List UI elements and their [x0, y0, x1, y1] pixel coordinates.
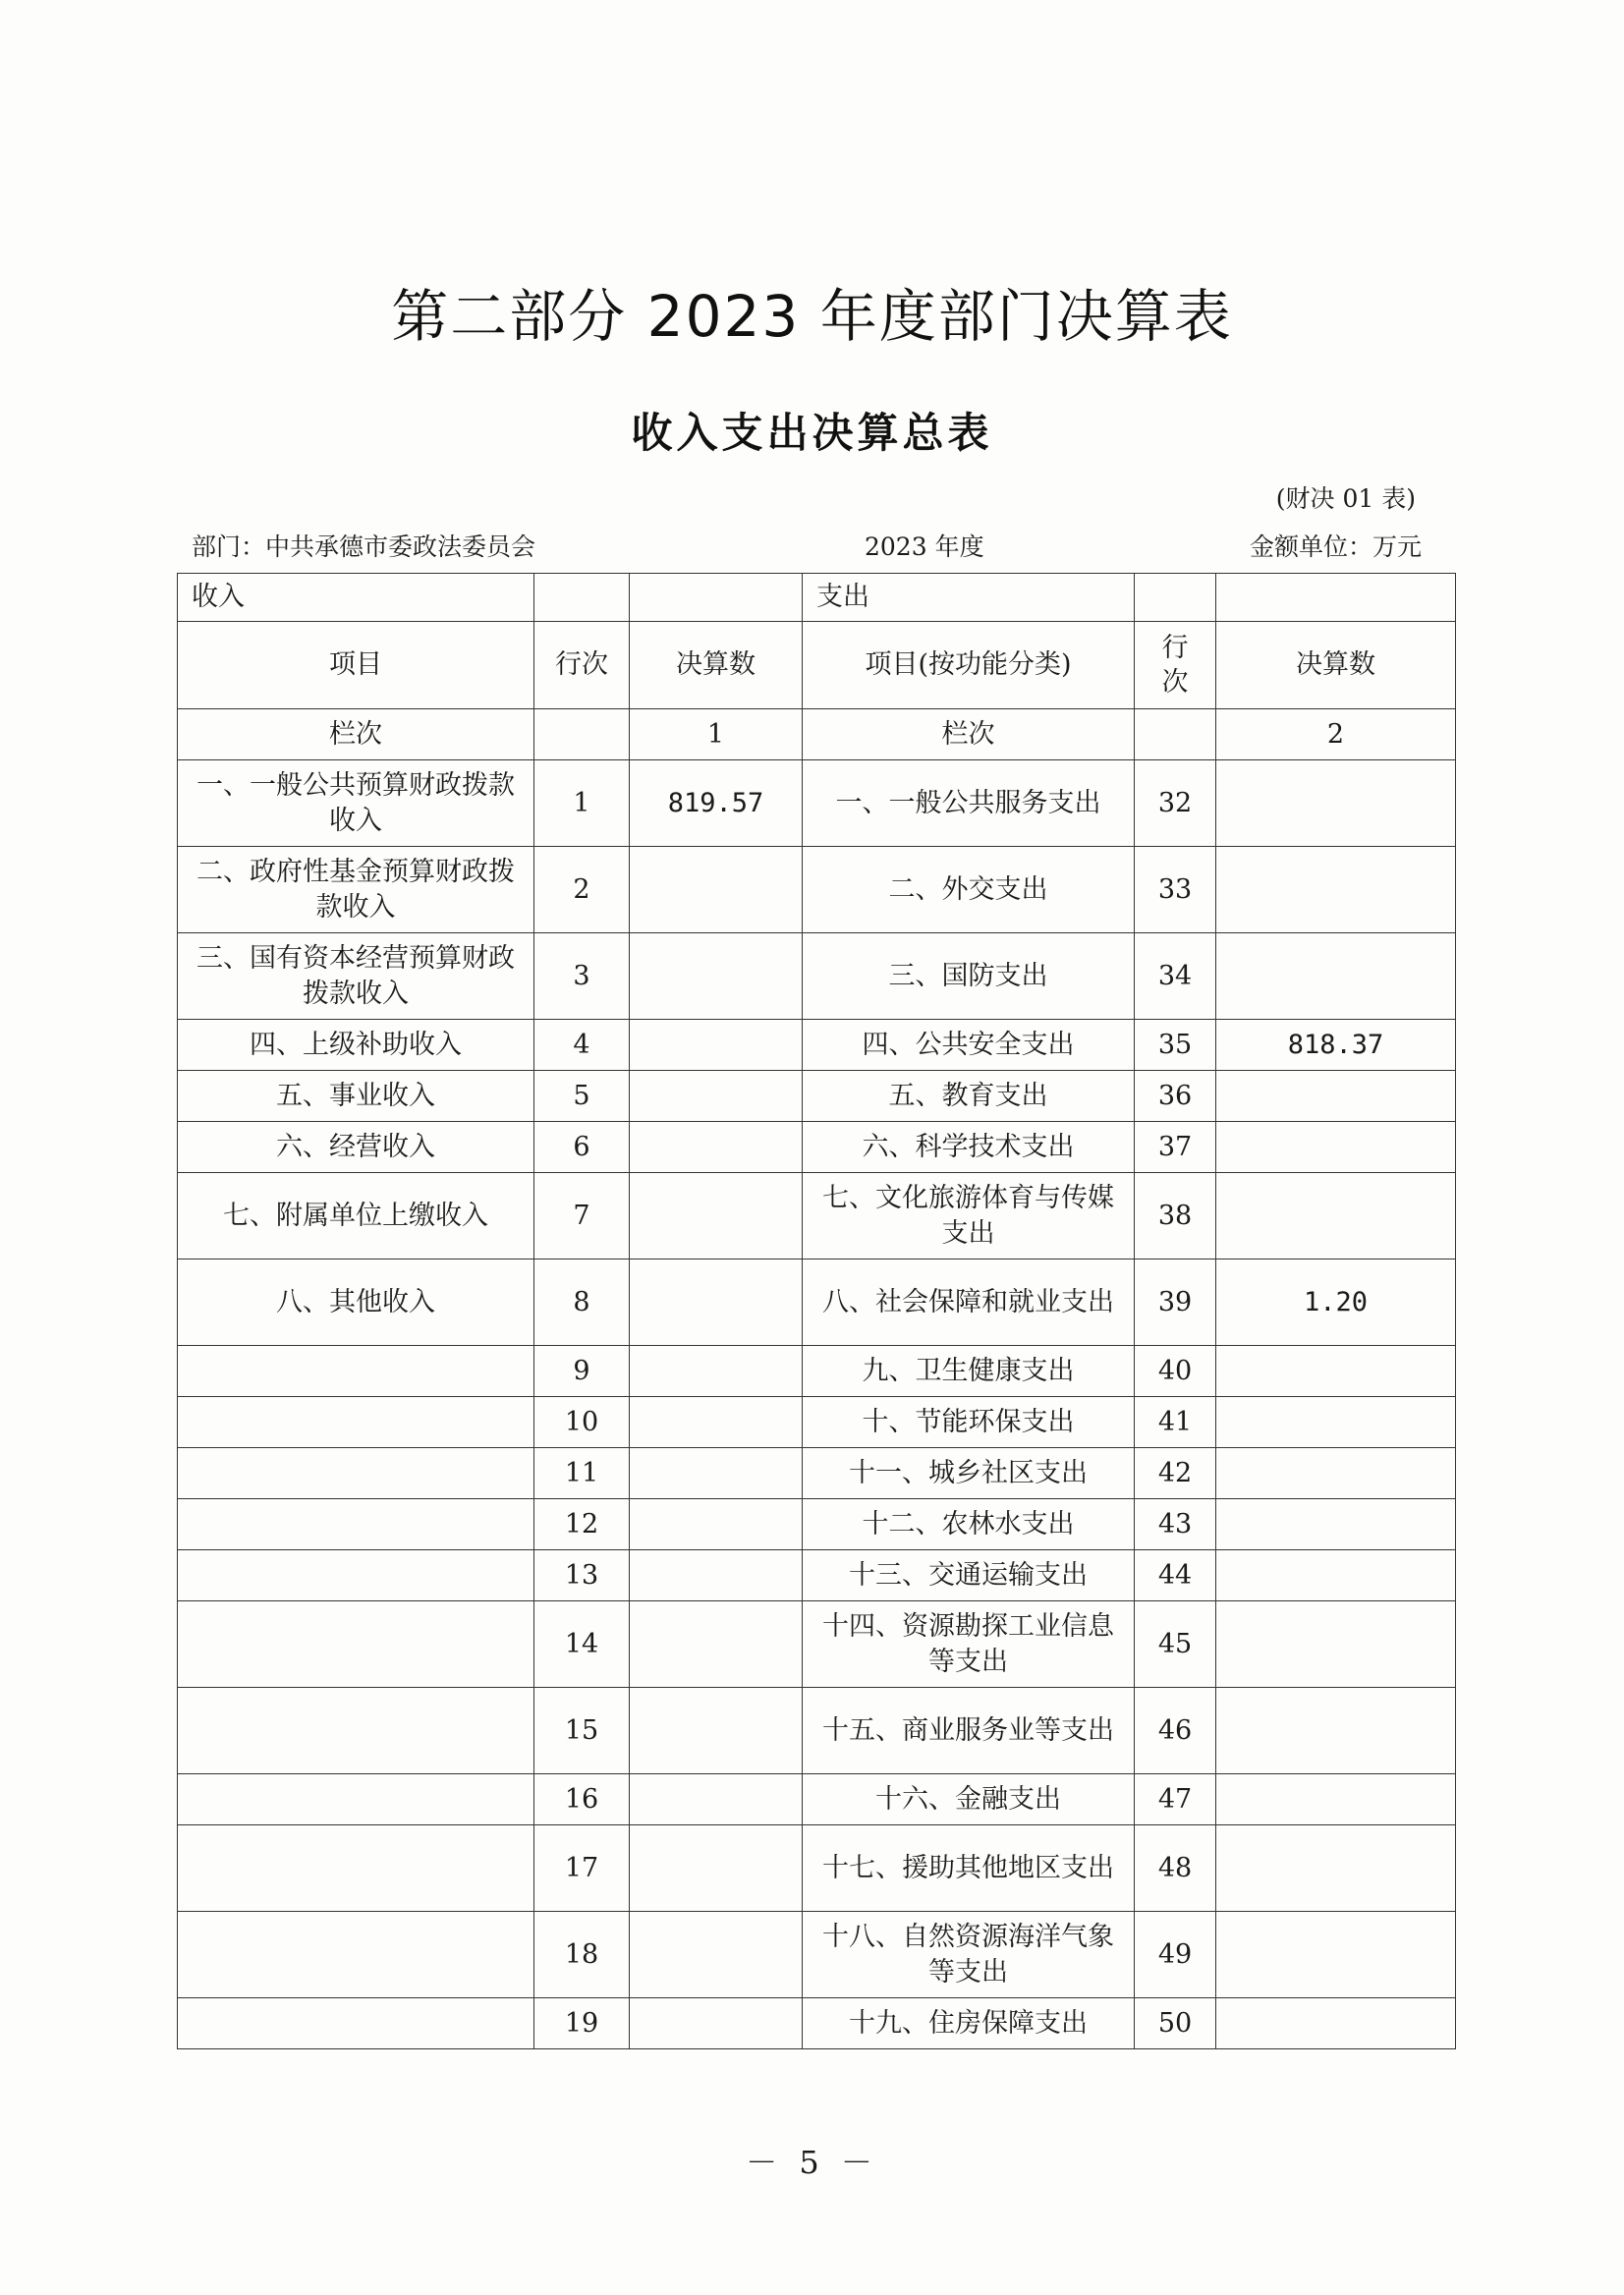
table-row	[178, 933, 1456, 1020]
expenditure-item-cell: 十六、金融支出	[803, 1774, 1135, 1825]
expenditure-item-cell: 四、公共安全支出	[803, 1020, 1135, 1071]
expenditure-item-cell: 五、教育支出	[803, 1071, 1135, 1122]
header-row-no: 行次	[534, 622, 630, 709]
expenditure-amount-cell	[1216, 1601, 1456, 1688]
expenditure-row-no-cell: 42	[1135, 1448, 1216, 1499]
income-amount-cell	[630, 1774, 803, 1825]
expenditure-amount-cell	[1216, 1122, 1456, 1173]
expenditure-row-no-cell: 48	[1135, 1825, 1216, 1912]
income-row-no-cell: 17	[534, 1825, 630, 1912]
table-row	[178, 1998, 1456, 2049]
expenditure-amount-cell	[1216, 1825, 1456, 1912]
expenditure-amount-cell	[1216, 1688, 1456, 1774]
income-item-cell	[178, 1688, 534, 1774]
expenditure-item-cell: 三、国防支出	[803, 933, 1135, 1020]
column-header-row	[178, 622, 1456, 709]
expenditure-row-no-cell: 38	[1135, 1173, 1216, 1259]
income-row-no-cell: 9	[534, 1346, 630, 1397]
expenditure-amount-cell	[1216, 1346, 1456, 1397]
income-amount-cell	[630, 1550, 803, 1601]
table-row	[178, 760, 1456, 847]
empty-cell	[1135, 574, 1216, 622]
table-row	[178, 1071, 1456, 1122]
income-amount-cell: 819.57	[630, 760, 803, 847]
header-exp-item: 项目(按功能分类)	[803, 622, 1135, 709]
expenditure-amount-cell	[1216, 1173, 1456, 1259]
expenditure-row-no-cell: 43	[1135, 1499, 1216, 1550]
expenditure-item-cell: 十四、资源勘探工业信息等支出	[803, 1601, 1135, 1688]
income-row-no-cell: 11	[534, 1448, 630, 1499]
income-amount-cell	[630, 1020, 803, 1071]
income-amount-cell	[630, 1173, 803, 1259]
income-item-cell	[178, 1912, 534, 1998]
expenditure-row-no-cell: 46	[1135, 1688, 1216, 1774]
income-item-cell	[178, 1998, 534, 2049]
income-item-cell: 七、附属单位上缴收入	[178, 1173, 534, 1259]
table-row	[178, 1346, 1456, 1397]
table-row	[178, 1499, 1456, 1550]
income-item-cell	[178, 1774, 534, 1825]
income-amount-cell	[630, 1448, 803, 1499]
expenditure-row-no-cell: 45	[1135, 1601, 1216, 1688]
department-label: 部门：中共承德市委政法委员会	[192, 532, 536, 561]
column-number-row	[178, 709, 1456, 760]
expenditure-section-label: 支出	[803, 574, 1135, 622]
income-row-no-cell: 7	[534, 1173, 630, 1259]
section-header-row	[178, 574, 1456, 622]
expenditure-row-no-cell: 32	[1135, 760, 1216, 847]
income-amount-cell	[630, 1601, 803, 1688]
header-exp-row-no: 行次	[1135, 622, 1216, 709]
expenditure-item-cell: 九、卫生健康支出	[803, 1346, 1135, 1397]
expenditure-row-no-cell: 34	[1135, 933, 1216, 1020]
expenditure-item-cell: 十九、住房保障支出	[803, 1998, 1135, 2049]
income-row-no-cell: 13	[534, 1550, 630, 1601]
income-item-cell	[178, 1448, 534, 1499]
expenditure-row-no-cell: 39	[1135, 1259, 1216, 1346]
expenditure-item-cell: 十二、农林水支出	[803, 1499, 1135, 1550]
income-row-no-cell: 2	[534, 847, 630, 933]
table-row	[178, 1173, 1456, 1259]
column-number-1: 1	[630, 709, 803, 760]
column-label-left: 栏次	[178, 709, 534, 760]
header-amount: 决算数	[630, 622, 803, 709]
income-item-cell: 一、一般公共预算财政拨款收入	[178, 760, 534, 847]
expenditure-row-no-cell: 35	[1135, 1020, 1216, 1071]
income-section-label: 收入	[178, 574, 534, 622]
income-row-no-cell: 8	[534, 1259, 630, 1346]
table-row	[178, 1825, 1456, 1912]
expenditure-row-no-cell: 36	[1135, 1071, 1216, 1122]
expenditure-item-cell: 七、文化旅游体育与传媒支出	[803, 1173, 1135, 1259]
expenditure-amount-cell	[1216, 1912, 1456, 1998]
empty-cell	[1216, 574, 1456, 622]
form-code: (财决 01 表)	[1275, 484, 1416, 513]
expenditure-item-cell: 十、节能环保支出	[803, 1397, 1135, 1448]
income-item-cell	[178, 1346, 534, 1397]
table-row	[178, 1259, 1456, 1346]
income-amount-cell	[630, 1499, 803, 1550]
income-row-no-cell: 1	[534, 760, 630, 847]
table-row	[178, 1020, 1456, 1071]
expenditure-amount-cell: 1.20	[1216, 1259, 1456, 1346]
expenditure-item-cell: 十三、交通运输支出	[803, 1550, 1135, 1601]
income-item-cell	[178, 1825, 534, 1912]
expenditure-amount-cell	[1216, 933, 1456, 1020]
expenditure-row-no-cell: 47	[1135, 1774, 1216, 1825]
income-item-cell	[178, 1550, 534, 1601]
income-item-cell: 二、政府性基金预算财政拨款收入	[178, 847, 534, 933]
income-row-no-cell: 6	[534, 1122, 630, 1173]
income-amount-cell	[630, 1912, 803, 1998]
income-amount-cell	[630, 1998, 803, 2049]
income-item-cell	[178, 1601, 534, 1688]
expenditure-amount-cell	[1216, 847, 1456, 933]
expenditure-row-no-cell: 41	[1135, 1397, 1216, 1448]
empty-cell	[534, 574, 630, 622]
expenditure-amount-cell	[1216, 1499, 1456, 1550]
table-row	[178, 1448, 1456, 1499]
column-label-right: 栏次	[803, 709, 1135, 760]
empty-cell	[630, 574, 803, 622]
income-row-no-cell: 14	[534, 1601, 630, 1688]
income-amount-cell	[630, 1397, 803, 1448]
expenditure-amount-cell: 818.37	[1216, 1020, 1456, 1071]
income-item-cell: 四、上级补助收入	[178, 1020, 534, 1071]
empty-cell	[1135, 709, 1216, 760]
income-amount-cell	[630, 847, 803, 933]
table-row	[178, 1397, 1456, 1448]
income-row-no-cell: 10	[534, 1397, 630, 1448]
expenditure-item-cell: 六、科学技术支出	[803, 1122, 1135, 1173]
table-row	[178, 1688, 1456, 1774]
income-item-cell: 六、经营收入	[178, 1122, 534, 1173]
expenditure-row-no-cell: 50	[1135, 1998, 1216, 2049]
expenditure-amount-cell	[1216, 760, 1456, 847]
expenditure-amount-cell	[1216, 1448, 1456, 1499]
income-amount-cell	[630, 1688, 803, 1774]
table-row	[178, 1122, 1456, 1173]
expenditure-row-no-cell: 33	[1135, 847, 1216, 933]
table-row	[178, 1774, 1456, 1825]
income-amount-cell	[630, 933, 803, 1020]
table-row	[178, 847, 1456, 933]
header-exp-amount: 决算数	[1216, 622, 1456, 709]
page-number: － 5 －	[746, 2144, 878, 2181]
income-amount-cell	[630, 1122, 803, 1173]
income-row-no-cell: 5	[534, 1071, 630, 1122]
income-amount-cell	[630, 1825, 803, 1912]
table-row	[178, 1601, 1456, 1688]
expenditure-item-cell: 十八、自然资源海洋气象等支出	[803, 1912, 1135, 1998]
empty-cell	[534, 709, 630, 760]
expenditure-amount-cell	[1216, 1071, 1456, 1122]
header-item: 项目	[178, 622, 534, 709]
income-item-cell: 八、其他收入	[178, 1259, 534, 1346]
expenditure-amount-cell	[1216, 1397, 1456, 1448]
income-amount-cell	[630, 1259, 803, 1346]
page-title: 第二部分 2023 年度部门决算表	[391, 283, 1233, 350]
expenditure-amount-cell	[1216, 1998, 1456, 2049]
expenditure-item-cell: 十一、城乡社区支出	[803, 1448, 1135, 1499]
income-row-no-cell: 12	[534, 1499, 630, 1550]
expenditure-row-no-cell: 44	[1135, 1550, 1216, 1601]
income-row-no-cell: 18	[534, 1912, 630, 1998]
table-row	[178, 1550, 1456, 1601]
fiscal-year: 2023 年度	[865, 532, 984, 561]
income-row-no-cell: 19	[534, 1998, 630, 2049]
income-amount-cell	[630, 1071, 803, 1122]
income-amount-cell	[630, 1346, 803, 1397]
expenditure-row-no-cell: 37	[1135, 1122, 1216, 1173]
column-number-2: 2	[1216, 709, 1456, 760]
expenditure-item-cell: 一、一般公共服务支出	[803, 760, 1135, 847]
income-row-no-cell: 15	[534, 1688, 630, 1774]
amount-unit: 金额单位：万元	[1249, 532, 1422, 561]
expenditure-row-no-cell: 49	[1135, 1912, 1216, 1998]
income-expenditure-table	[177, 573, 1456, 2049]
income-item-cell: 三、国有资本经营预算财政拨款收入	[178, 933, 534, 1020]
table-title: 收入支出决算总表	[631, 409, 993, 457]
expenditure-row-no-cell: 40	[1135, 1346, 1216, 1397]
expenditure-item-cell: 十五、商业服务业等支出	[803, 1688, 1135, 1774]
table-row	[178, 1912, 1456, 1998]
expenditure-amount-cell	[1216, 1774, 1456, 1825]
expenditure-item-cell: 十七、援助其他地区支出	[803, 1825, 1135, 1912]
expenditure-amount-cell	[1216, 1550, 1456, 1601]
income-item-cell: 五、事业收入	[178, 1071, 534, 1122]
income-row-no-cell: 16	[534, 1774, 630, 1825]
income-item-cell	[178, 1499, 534, 1550]
income-row-no-cell: 3	[534, 933, 630, 1020]
expenditure-item-cell: 二、外交支出	[803, 847, 1135, 933]
expenditure-item-cell: 八、社会保障和就业支出	[803, 1259, 1135, 1346]
income-item-cell	[178, 1397, 534, 1448]
income-row-no-cell: 4	[534, 1020, 630, 1071]
